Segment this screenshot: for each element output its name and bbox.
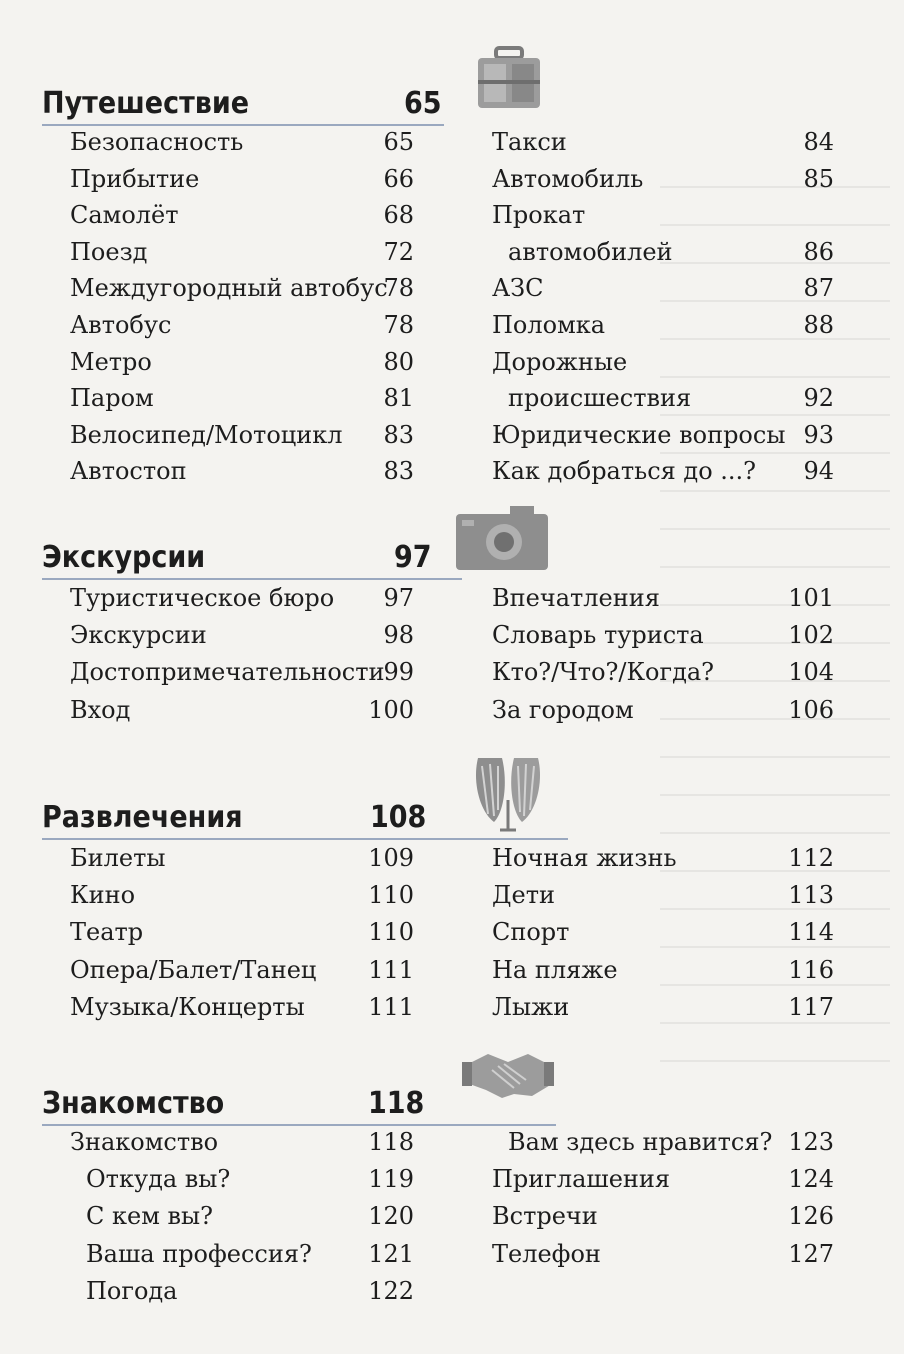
toc-entry[interactable] bbox=[70, 993, 414, 1029]
toc-entry-label: Автобус bbox=[70, 311, 172, 339]
toc-entry-page: 99 bbox=[383, 658, 414, 687]
toc-entry-label: Прокат bbox=[492, 201, 586, 230]
toc-entry-label: Дети bbox=[492, 881, 555, 910]
toc-entry[interactable] bbox=[492, 696, 834, 732]
toc-entry[interactable] bbox=[492, 311, 834, 347]
toc-entry[interactable] bbox=[70, 956, 414, 992]
toc-entry-label: Поломка bbox=[492, 311, 606, 339]
toc-entry-page: 80 bbox=[383, 347, 414, 376]
toc-entry[interactable] bbox=[492, 1202, 834, 1238]
toc-entry-page: 102 bbox=[788, 621, 834, 650]
toc-entry-label: Самолёт bbox=[70, 201, 179, 230]
toc-entry[interactable] bbox=[70, 584, 414, 620]
toc-entry-page: 116 bbox=[788, 955, 834, 984]
toc-entry-label: Юридические вопросы bbox=[492, 420, 786, 449]
toc-entry-label: Дорожные bbox=[492, 347, 628, 376]
toc-entry-page: 94 bbox=[803, 457, 834, 486]
toc-entry[interactable] bbox=[70, 621, 414, 657]
toc-entry[interactable] bbox=[492, 918, 834, 954]
toc-entry-label: Спорт bbox=[492, 918, 570, 947]
toc-entry-label: Встречи bbox=[492, 1202, 598, 1231]
toc-entry[interactable] bbox=[70, 881, 414, 917]
toc-entry-page: 81 bbox=[383, 384, 414, 413]
toc-entry-page: 86 bbox=[803, 237, 834, 266]
section-rule bbox=[42, 578, 462, 580]
toc-entry[interactable] bbox=[70, 238, 414, 274]
toc-entry-label: Поезд bbox=[70, 237, 148, 266]
toc-entry[interactable] bbox=[492, 1128, 834, 1164]
section-rule bbox=[42, 838, 568, 840]
toc-entry-page: 88 bbox=[803, 311, 834, 339]
toc-entry-label: Музыка/Концерты bbox=[70, 992, 305, 1021]
toc-entry[interactable] bbox=[70, 1202, 414, 1238]
toc-entry[interactable] bbox=[70, 1240, 414, 1276]
section-rule bbox=[42, 1124, 556, 1126]
toc-entry-label: Достопримечательности bbox=[70, 658, 385, 687]
toc-entry-label: Ваша профессия? bbox=[86, 1239, 312, 1268]
toc-entry-page: 93 bbox=[803, 420, 834, 449]
toc-entry[interactable] bbox=[70, 1277, 414, 1313]
toc-entry-label: Паром bbox=[70, 384, 154, 413]
toc-entry-page: 101 bbox=[788, 584, 834, 612]
toc-entry[interactable] bbox=[70, 384, 414, 420]
toc-entry-page: 104 bbox=[788, 658, 834, 687]
toc-entry[interactable] bbox=[492, 584, 834, 620]
section-heading bbox=[42, 540, 562, 580]
toc-entry-page: 84 bbox=[803, 128, 834, 156]
toc-entry-label: Как добраться до ...? bbox=[492, 457, 757, 486]
toc-entry-label: Кто?/Что?/Когда? bbox=[492, 658, 715, 687]
toc-entry[interactable] bbox=[70, 1165, 414, 1201]
toc-entry[interactable] bbox=[70, 128, 414, 164]
toc-entry-page: 83 bbox=[383, 420, 414, 449]
toc-entry-label: Вам здесь нравится? bbox=[508, 1128, 773, 1156]
toc-entry-page: 68 bbox=[383, 201, 414, 230]
toc-entry-label: Автостоп bbox=[70, 457, 187, 486]
toc-entry[interactable] bbox=[70, 1128, 414, 1164]
toc-entry-page: 121 bbox=[368, 1239, 414, 1268]
toc-entry[interactable] bbox=[492, 956, 834, 992]
toc-entry-page: 114 bbox=[788, 918, 834, 947]
toc-entry-label: На пляже bbox=[492, 955, 618, 984]
toc-entry-label: происшествия bbox=[508, 384, 692, 413]
section-rule bbox=[42, 124, 444, 126]
toc-entry-label: Словарь туриста bbox=[492, 621, 704, 650]
toc-entry-label: Прибытие bbox=[70, 164, 200, 193]
toc-entry[interactable] bbox=[70, 274, 414, 310]
toc-entry-label: За городом bbox=[492, 695, 634, 724]
toc-entry[interactable] bbox=[70, 201, 414, 237]
toc-entry-page: 66 bbox=[383, 164, 414, 193]
toc-entry-page: 72 bbox=[383, 237, 414, 266]
toc-entry-page: 83 bbox=[383, 457, 414, 486]
toc-entry[interactable] bbox=[492, 238, 834, 274]
section-title: Знакомство bbox=[42, 1086, 225, 1121]
toc-entry-label: Откуда вы? bbox=[86, 1165, 231, 1194]
toc-entry-label: Погода bbox=[86, 1276, 178, 1305]
section-heading bbox=[42, 86, 562, 126]
toc-entry[interactable] bbox=[492, 1165, 834, 1201]
toc-entry-page: 85 bbox=[803, 164, 834, 193]
toc-entry[interactable] bbox=[492, 844, 834, 880]
toc-entry-label: Театр bbox=[70, 918, 144, 947]
toc-entry-label: Туристическое бюро bbox=[70, 584, 335, 612]
section-page-number: 65 bbox=[404, 86, 442, 121]
toc-entry-label: Ночная жизнь bbox=[492, 844, 677, 872]
toc-entry[interactable] bbox=[70, 918, 414, 954]
toc-entry[interactable] bbox=[70, 696, 414, 732]
toc-entry-page: 117 bbox=[788, 992, 834, 1021]
toc-entry-label: Телефон bbox=[492, 1239, 601, 1268]
toc-entry-label: Вход bbox=[70, 695, 131, 724]
toc-entry-page: 119 bbox=[368, 1165, 414, 1194]
toc-entry-page: 100 bbox=[368, 695, 414, 724]
toc-entry-label: Лыжи bbox=[492, 992, 570, 1021]
toc-entry-label: Билеты bbox=[70, 844, 166, 872]
toc-entry-page: 78 bbox=[383, 311, 414, 339]
toc-entry[interactable] bbox=[492, 457, 834, 493]
toc-entry-page: 120 bbox=[368, 1202, 414, 1231]
toc-entry-page: 111 bbox=[368, 992, 414, 1021]
toc-entry[interactable] bbox=[492, 993, 834, 1029]
toc-entry-label: Междугородный автобус bbox=[70, 274, 388, 303]
toc-entry[interactable] bbox=[70, 457, 414, 493]
toc-entry-page: 113 bbox=[788, 881, 834, 910]
toc-entry[interactable] bbox=[70, 348, 414, 384]
toc-entry-label: АЗС bbox=[492, 274, 544, 303]
toc-entry-page: 110 bbox=[368, 918, 414, 947]
toc-entry-label: Приглашения bbox=[492, 1165, 671, 1194]
section-heading bbox=[42, 800, 562, 840]
toc-entry-label: Безопасность bbox=[70, 128, 244, 156]
toc-entry-page: 98 bbox=[383, 621, 414, 650]
toc-entry-page: 65 bbox=[383, 128, 414, 156]
toc-entry[interactable] bbox=[70, 844, 414, 880]
toc-entry-page: 109 bbox=[368, 844, 414, 872]
toc-entry[interactable] bbox=[492, 421, 834, 457]
toc-entry[interactable] bbox=[492, 881, 834, 917]
toc-entry-label: Впечатления bbox=[492, 584, 660, 612]
section-page-number: 97 bbox=[394, 540, 432, 575]
toc-entry-page: 126 bbox=[788, 1202, 834, 1231]
toc-entry-label: Кино bbox=[70, 881, 136, 910]
toc-entry[interactable] bbox=[492, 1240, 834, 1276]
toc-entry-page: 97 bbox=[383, 584, 414, 612]
toc-entry[interactable] bbox=[492, 384, 834, 420]
toc-entry[interactable] bbox=[492, 165, 834, 201]
toc-entry[interactable] bbox=[492, 201, 834, 237]
toc-entry-page: 123 bbox=[788, 1128, 834, 1156]
toc-entry-label: Такси bbox=[492, 128, 567, 156]
toc-entry[interactable] bbox=[70, 165, 414, 201]
toc-entry-page: 127 bbox=[788, 1239, 834, 1268]
toc-entry-page: 124 bbox=[788, 1165, 834, 1194]
toc-entry-label: Автомобиль bbox=[492, 164, 644, 193]
toc-entry-label: Опера/Балет/Танец bbox=[70, 955, 317, 984]
section-title: Экскурсии bbox=[42, 540, 206, 575]
toc-entry[interactable] bbox=[492, 621, 834, 657]
toc-entry[interactable] bbox=[70, 658, 414, 694]
toc-entry[interactable] bbox=[70, 421, 414, 457]
toc-entry-label: Знакомство bbox=[70, 1128, 219, 1156]
toc-entry-page: 87 bbox=[803, 274, 834, 303]
section-heading bbox=[42, 1086, 562, 1126]
toc-entry-page: 78 bbox=[383, 274, 414, 303]
toc-entry-page: 92 bbox=[803, 384, 834, 413]
toc-entry[interactable] bbox=[492, 658, 834, 694]
section-page-number: 108 bbox=[370, 800, 427, 835]
toc-entry[interactable] bbox=[492, 274, 834, 310]
toc-entry-label: Экскурсии bbox=[70, 621, 207, 650]
toc-entry-page: 106 bbox=[788, 695, 834, 724]
toc-entry-page: 112 bbox=[788, 844, 834, 872]
section-title: Путешествие bbox=[42, 86, 250, 121]
toc-entry-label: С кем вы? bbox=[86, 1202, 213, 1231]
section-page-number: 118 bbox=[368, 1086, 425, 1121]
toc-entry-page: 111 bbox=[368, 955, 414, 984]
toc-entry-page: 110 bbox=[368, 881, 414, 910]
toc-entry-label: автомобилей bbox=[508, 237, 673, 266]
section-title: Развлечения bbox=[42, 800, 243, 835]
toc-entry-page: 122 bbox=[368, 1276, 414, 1305]
toc-entry-label: Велосипед/Мотоцикл bbox=[70, 420, 343, 449]
toc-entry-page: 118 bbox=[368, 1128, 414, 1156]
toc-entry[interactable] bbox=[70, 311, 414, 347]
toc-entry[interactable] bbox=[492, 348, 834, 384]
toc-entry[interactable] bbox=[492, 128, 834, 164]
toc-entry-label: Метро bbox=[70, 347, 152, 376]
